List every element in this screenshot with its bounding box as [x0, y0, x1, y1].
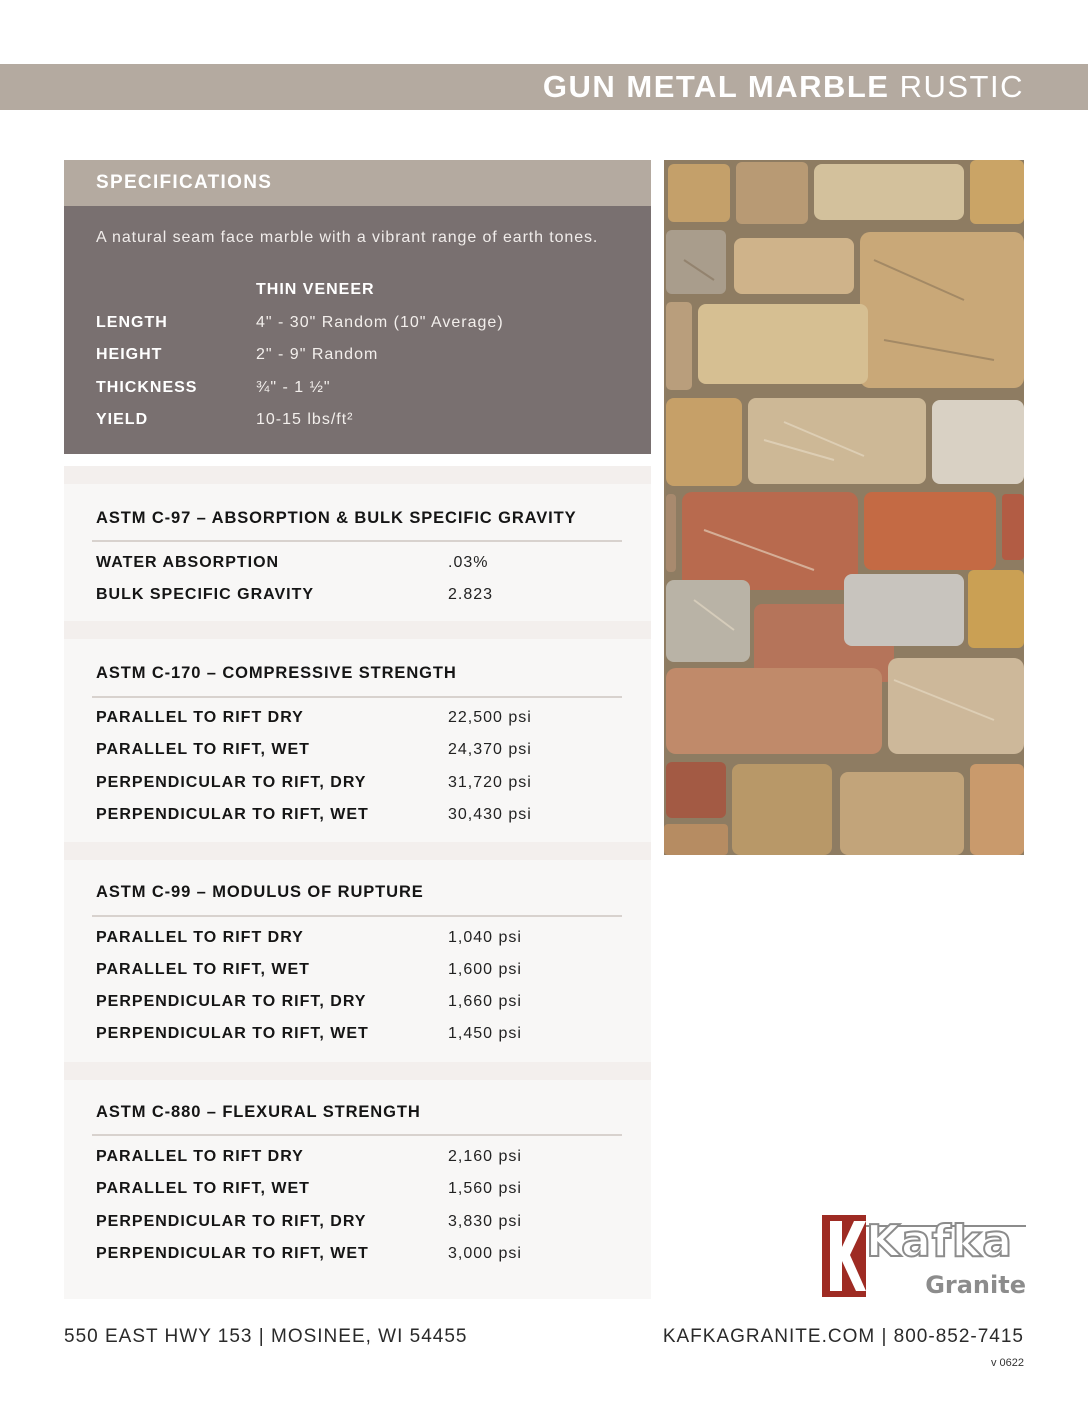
property-value: .03%	[448, 554, 489, 571]
property-value: 1,560 psi	[448, 1180, 522, 1197]
table-row	[96, 1245, 616, 1267]
property-value: 1,450 psi	[448, 1025, 522, 1042]
spec-row-length	[96, 314, 636, 338]
section-title: ASTM C-97 – ABSORPTION & BULK SPECIFIC GRAVITY	[96, 509, 577, 527]
footer-contact[interactable]: KAFKAGRANITE.COM | 800-852-7415	[662, 1326, 1024, 1347]
property-label: BULK SPECIFIC GRAVITY	[96, 586, 315, 603]
spec-row-height	[96, 346, 636, 370]
spec-value: 2" - 9" Random	[256, 346, 379, 363]
section-divider	[64, 621, 651, 639]
spec-label: YIELD	[96, 411, 149, 428]
section-rule	[92, 915, 622, 917]
spec-value: 4" - 30" Random (10" Average)	[256, 314, 504, 331]
spec-label: THICKNESS	[96, 379, 198, 396]
property-value: 30,430 psi	[448, 806, 532, 823]
astm-c880-section	[64, 1080, 651, 1299]
spec-label: HEIGHT	[96, 346, 163, 363]
table-row	[96, 741, 616, 763]
section-rule	[92, 1134, 622, 1136]
spec-label: LENGTH	[96, 314, 168, 331]
table-row	[96, 1148, 616, 1170]
property-label: PARALLEL TO RIFT DRY	[96, 929, 304, 946]
property-label: PARALLEL TO RIFT, WET	[96, 961, 310, 978]
property-label: WATER ABSORPTION	[96, 554, 280, 571]
title-product: GUN METAL MARBLE	[542, 69, 890, 104]
property-label: PARALLEL TO RIFT DRY	[96, 709, 304, 726]
specifications-description: A natural seam face marble with a vibrant range of earth tones.	[96, 229, 599, 246]
logo-word-granite: Granite	[925, 1271, 1026, 1299]
section-divider	[64, 842, 651, 860]
section-rule	[92, 696, 622, 698]
section-divider	[64, 1062, 651, 1080]
version-label: v 0622	[990, 1357, 1024, 1369]
stone-wall-photo	[664, 160, 1024, 855]
property-value: 22,500 psi	[448, 709, 532, 726]
astm-c99-section	[64, 860, 651, 1062]
table-row	[96, 961, 616, 983]
table-row	[96, 774, 616, 796]
property-label: PERPENDICULAR TO RIFT, WET	[96, 1025, 369, 1042]
section-title: ASTM C-880 – FLEXURAL STRENGTH	[96, 1103, 421, 1121]
table-row	[96, 709, 616, 731]
table-row	[96, 554, 616, 576]
table-row	[96, 586, 616, 608]
stone-wall-illustration	[664, 160, 1024, 855]
page-title	[543, 69, 1024, 105]
section-title: ASTM C-170 – COMPRESSIVE STRENGTH	[96, 664, 457, 682]
astm-c97-section	[64, 484, 651, 621]
property-value: 2,160 psi	[448, 1148, 522, 1165]
logo-word-kafka: Kafka	[866, 1216, 1013, 1267]
section-title: ASTM C-99 – MODULUS OF RUPTURE	[96, 883, 424, 901]
spec-row-thickness	[96, 379, 636, 403]
spec-row-yield	[96, 411, 636, 435]
property-value: 1,660 psi	[448, 993, 522, 1010]
property-label: PERPENDICULAR TO RIFT, DRY	[96, 1213, 367, 1230]
footer-address: 550 EAST HWY 153 | MOSINEE, WI 54455	[64, 1326, 468, 1347]
property-value: 2.823	[448, 586, 494, 603]
astm-c170-section	[64, 639, 651, 842]
property-label: PERPENDICULAR TO RIFT, WET	[96, 806, 369, 823]
table-row	[96, 1180, 616, 1202]
spec-value: ¾" - 1 ½"	[256, 379, 331, 396]
property-value: 31,720 psi	[448, 774, 532, 791]
title-bar	[0, 64, 1088, 110]
property-value: 24,370 psi	[448, 741, 532, 758]
property-value: 1,040 psi	[448, 929, 522, 946]
property-value: 3,830 psi	[448, 1213, 522, 1230]
property-value: 1,600 psi	[448, 961, 522, 978]
section-rule	[92, 540, 622, 542]
table-row	[96, 993, 616, 1015]
spec-value: 10-15 lbs/ft²	[256, 411, 354, 428]
title-style: RUSTIC	[899, 69, 1024, 104]
table-row	[96, 1025, 616, 1047]
kafka-granite-logo	[822, 1215, 1026, 1299]
property-label: PARALLEL TO RIFT, WET	[96, 741, 310, 758]
property-label: PERPENDICULAR TO RIFT, WET	[96, 1245, 369, 1262]
section-divider	[64, 466, 651, 484]
thin-veneer-column-header: THIN VENEER	[256, 281, 375, 298]
property-label: PERPENDICULAR TO RIFT, DRY	[96, 774, 367, 791]
property-label: PARALLEL TO RIFT DRY	[96, 1148, 304, 1165]
table-row	[96, 1213, 616, 1235]
table-row	[96, 806, 616, 828]
specifications-panel	[64, 206, 651, 454]
table-row	[96, 929, 616, 951]
property-label: PARALLEL TO RIFT, WET	[96, 1180, 310, 1197]
property-value: 3,000 psi	[448, 1245, 522, 1262]
specifications-header	[64, 160, 651, 206]
specifications-heading: SPECIFICATIONS	[96, 172, 273, 193]
property-label: PERPENDICULAR TO RIFT, DRY	[96, 993, 367, 1010]
